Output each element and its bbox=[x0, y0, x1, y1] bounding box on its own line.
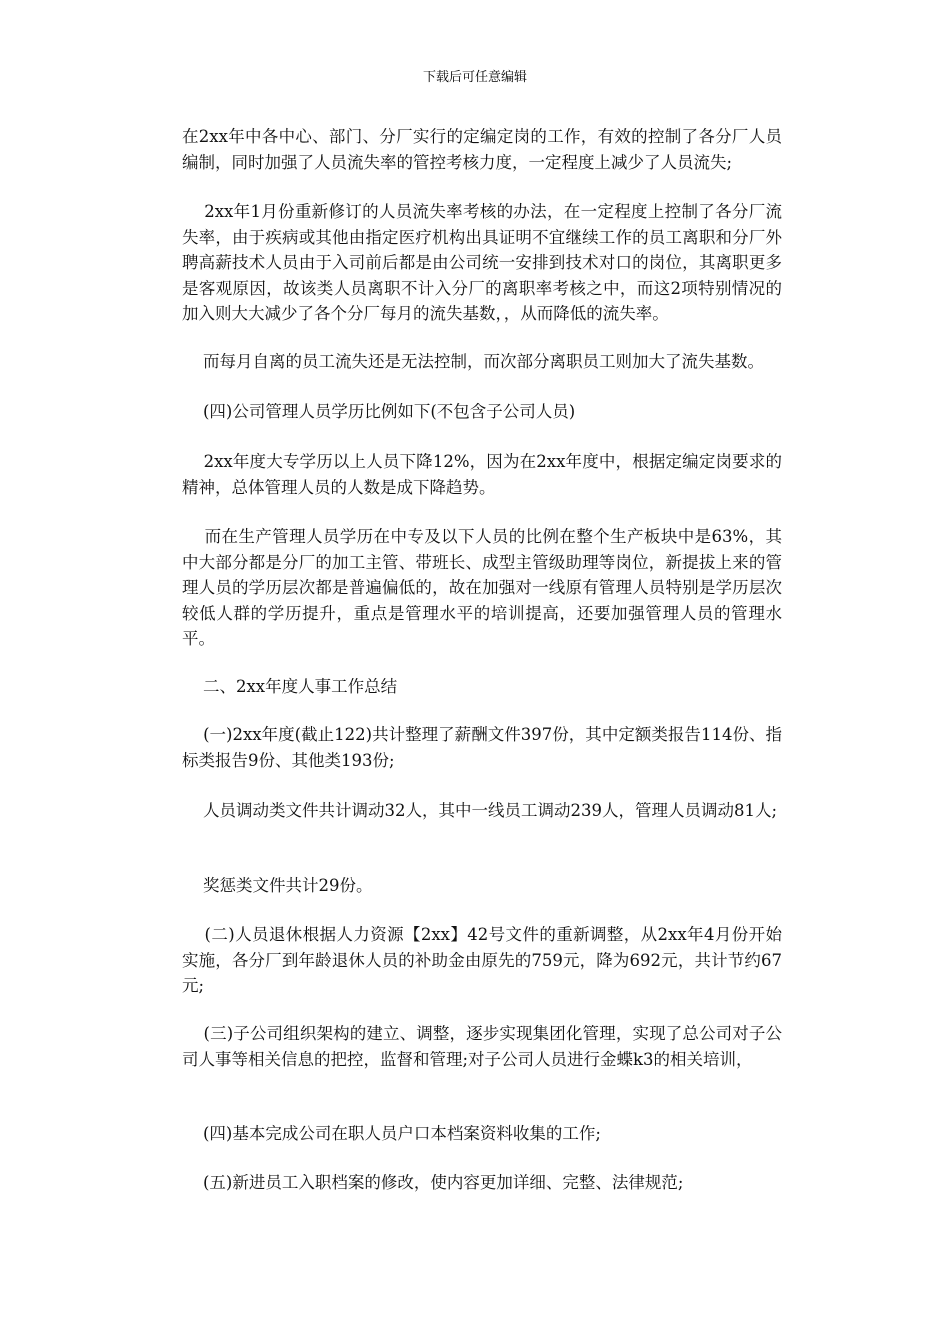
paragraph: (三)子公司组织架构的建立、调整，逐步实现集团化管理，实现了总公司对子公司人事等相关信息的把控，监督和管理;对子公司人员进行金蝶k3的相关培训， bbox=[182, 1024, 783, 1069]
paragraph: (四)基本完成公司在职人员户口本档案资料收集的工作; bbox=[182, 1124, 601, 1143]
paragraph: (一)2xx年度(截止122)共计整理了薪酬文件397份，其中定额类报告114份、指标类报告9份、其他类193份; bbox=[182, 725, 782, 770]
section-heading: 二、2xx年度人事工作总结 bbox=[182, 677, 398, 696]
paragraph: (四)公司管理人员学历比例如下(不包含子公司人员) bbox=[182, 402, 576, 421]
paragraph: (五)新进员工入职档案的修改，使内容更加详细、完整、法律规范; bbox=[182, 1173, 684, 1192]
paragraph: 奖惩类文件共计29份。 bbox=[182, 876, 373, 895]
paragraph: 2xx年1月份重新修订的人员流失率考核的办法，在一定程度上控制了各分厂流失率，由于疾病或其他由指定医疗机构出具证明不宜继续工作的员工离职和分厂外聘高薪技术人员由于入司前后都是由公司统一安排到技术对口的岗位，其离职更多是客观原因，故该类人员离职不计入分厂的离职率考核之中，而这2项特别情况的加入则大大减少了各个分厂每月的流失基数，，从而降低的流失率。 bbox=[182, 202, 782, 324]
page-header: 下载后可任意编辑 bbox=[422, 70, 527, 85]
paragraph: 2xx年度大专学历以上人员下降12%，因为在2xx年度中，根据定编定岗要求的精神，总体管理人员的人数是成下降趋势。 bbox=[182, 452, 782, 497]
paragraph: 在2xx年中各中心、部门、分厂实行的定编定岗的工作，有效的控制了各分厂人员编制，同时加强了人员流失率的管控考核力度，一定程度上减少了人员流失; bbox=[182, 127, 782, 172]
paragraph: 而在生产管理人员学历在中专及以下人员的比例在整个生产板块中是63%，其中大部分都是分厂的加工主管、带班长、成型主管级助理等岗位，新提拔上来的管理人员的学历层次都是普遍偏低的，故在加强对一线原有管理人员特别是学历层次较低人群的学历提升，重点是管理水平的培训提高，还要加强管理人员的管理水平。 bbox=[182, 527, 782, 649]
paragraph: 而每月自离的员工流失还是无法控制，而次部分离职员工则加大了流失基数。 bbox=[182, 352, 764, 371]
paragraph: 人员调动类文件共计调动32人，其中一线员工调动239人，管理人员调动81人; bbox=[182, 801, 778, 820]
paragraph: (二)人员退休根据人力资源【2xx】42号文件的重新调整，从2xx年4月份开始实施，各分厂到年龄退休人员的补助金由原先的759元，降为692元，共计节约67元; bbox=[182, 925, 782, 996]
